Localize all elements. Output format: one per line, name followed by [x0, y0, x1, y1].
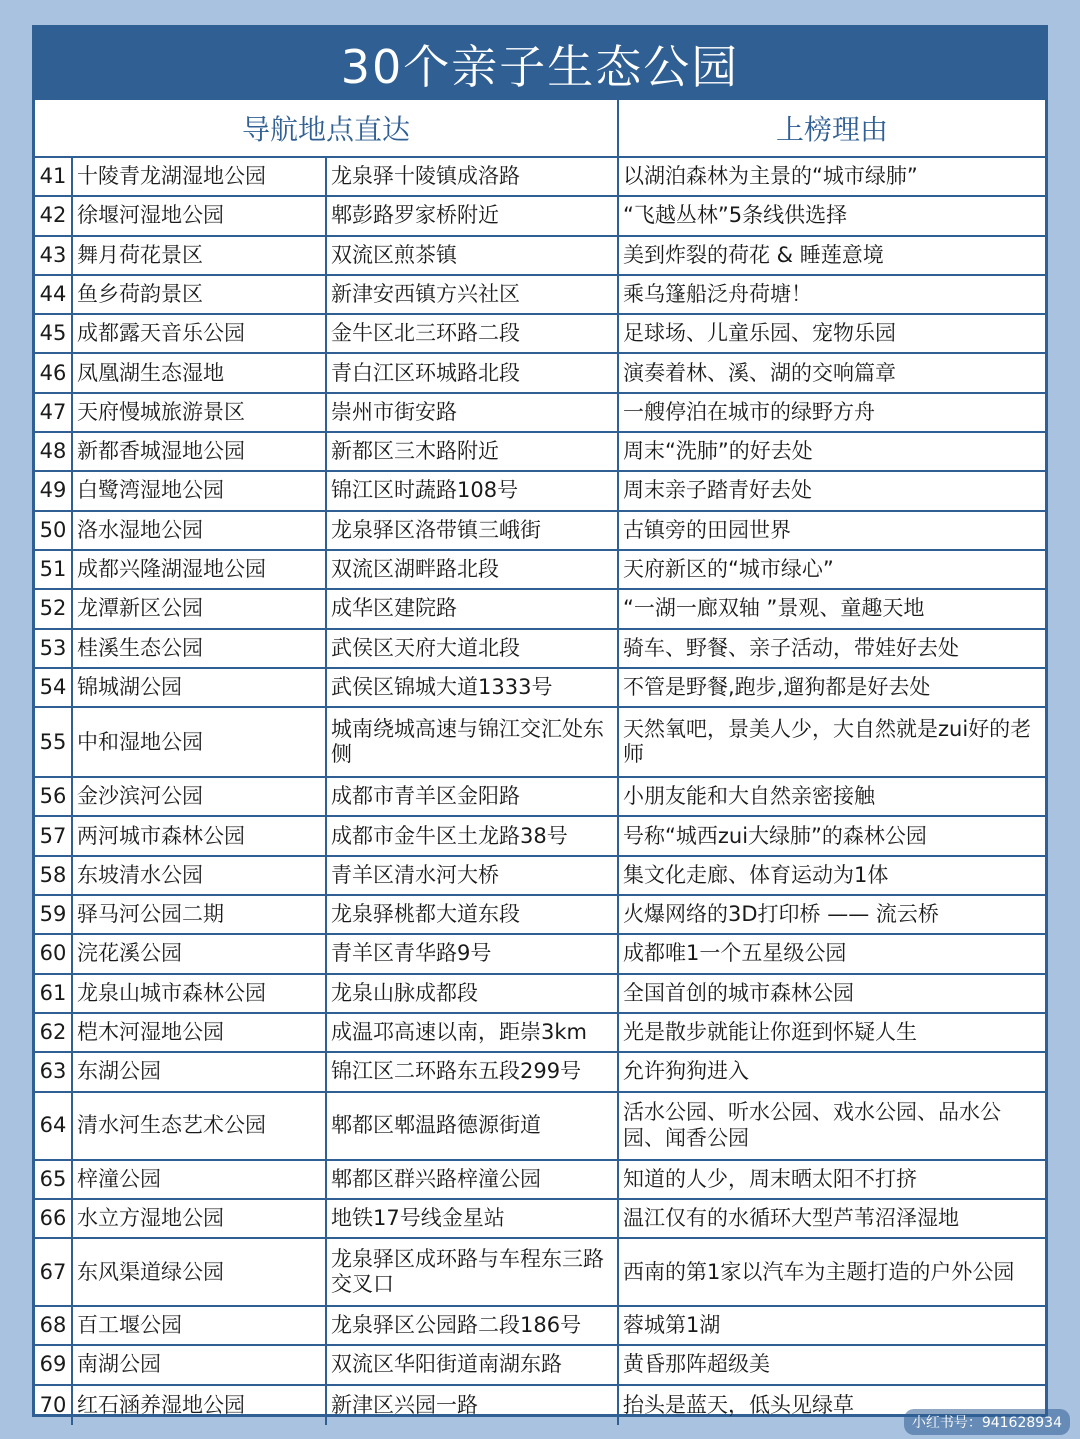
- park-name: 鱼乡荷韵景区: [73, 276, 327, 313]
- park-reason: 抬头是蓝天，低头见绿草: [623, 1392, 854, 1417]
- row-number: 58: [35, 857, 73, 894]
- park-location: 锦江区时蔬路108号: [327, 472, 619, 509]
- row-number: 51: [35, 551, 73, 588]
- table-row: [35, 1200, 1045, 1239]
- park-reason: “飞越丛林”5条线供选择: [623, 203, 848, 228]
- row-number: 53: [35, 630, 73, 667]
- park-location: 武侯区天府大道北段: [327, 630, 619, 667]
- park-name: 两河城市森林公园: [73, 817, 327, 854]
- park-reason: 以湖泊森林为主景的“城市绿肺”: [623, 164, 918, 189]
- row-number: 61: [35, 975, 73, 1012]
- row-number: 68: [35, 1307, 73, 1344]
- park-reason: 古镇旁的田园世界: [623, 517, 791, 542]
- table-row: [35, 472, 1045, 511]
- table-row: [35, 551, 1045, 590]
- park-reason: 西南的第1家以汽车为主题打造的户外公园: [623, 1259, 1015, 1284]
- park-name: 水立方湿地公园: [73, 1200, 327, 1237]
- row-number: 44: [35, 276, 73, 313]
- park-reason: 小朋友能和大自然亲密接触: [623, 784, 875, 809]
- park-location: 龙泉驿区成环路与车程东三路交叉口: [327, 1239, 619, 1305]
- table-row: [35, 158, 1045, 197]
- row-number: 45: [35, 315, 73, 352]
- table-row: [35, 590, 1045, 629]
- row-number: 60: [35, 935, 73, 972]
- table-row: [35, 975, 1045, 1014]
- park-reason: 周末“洗肺”的好去处: [623, 439, 813, 464]
- row-number: 42: [35, 197, 73, 234]
- table-header: [35, 100, 1045, 158]
- table-row: [35, 1161, 1045, 1200]
- park-reason: 天然氧吧，景美人少，大自然就是zui好的老师: [623, 716, 1032, 767]
- table-row: [35, 630, 1045, 669]
- table-row: [35, 817, 1045, 856]
- table-row: [35, 935, 1045, 974]
- row-number: 63: [35, 1053, 73, 1090]
- row-number: 69: [35, 1346, 73, 1383]
- park-reason: 骑车、野餐、亲子活动，带娃好去处: [623, 635, 959, 660]
- park-name: 桂溪生态公园: [73, 630, 327, 667]
- park-name: 金沙滨河公园: [73, 778, 327, 815]
- park-reason: 足球场、儿童乐园、宠物乐园: [623, 321, 896, 346]
- park-location: 双流区华阳街道南湖东路: [327, 1346, 619, 1383]
- park-name: 东坡清水公园: [73, 857, 327, 894]
- row-number: 41: [35, 158, 73, 195]
- park-reason: 全国首创的城市森林公园: [623, 980, 854, 1005]
- park-location: 双流区煎茶镇: [327, 237, 619, 274]
- park-location: 新津安西镇方兴社区: [327, 276, 619, 313]
- row-number: 64: [35, 1093, 73, 1159]
- row-number: 66: [35, 1200, 73, 1237]
- park-location: 青白江区环城路北段: [327, 354, 619, 391]
- park-name: 龙潭新区公园: [73, 590, 327, 627]
- table-row: [35, 778, 1045, 817]
- row-number: 49: [35, 472, 73, 509]
- park-name: 成都露天音乐公园: [73, 315, 327, 352]
- row-number: 65: [35, 1161, 73, 1198]
- park-location: 成都市青羊区金阳路: [327, 778, 619, 815]
- park-table: [35, 158, 1045, 1425]
- table-row: [35, 1014, 1045, 1053]
- park-name: 新都香城湿地公园: [73, 433, 327, 470]
- park-location: 青羊区青华路9号: [327, 935, 619, 972]
- park-reason: 黄昏那阵超级美: [623, 1352, 770, 1377]
- table-row: [35, 1093, 1045, 1161]
- park-list-card: [32, 25, 1048, 1417]
- table-row: [35, 896, 1045, 935]
- park-location: 新都区三木路附近: [327, 433, 619, 470]
- row-number: 47: [35, 394, 73, 431]
- park-location: 新津区兴园一路: [327, 1386, 619, 1425]
- park-name: 百工堰公园: [73, 1307, 327, 1344]
- park-location: 郫都区郫温路德源街道: [327, 1093, 619, 1159]
- park-name: 徐堰河湿地公园: [73, 197, 327, 234]
- table-row: [35, 354, 1045, 393]
- table-row: [35, 708, 1045, 778]
- park-location: 武侯区锦城大道1333号: [327, 669, 619, 706]
- park-location: 郫彭路罗家桥附近: [327, 197, 619, 234]
- park-location: 成华区建院路: [327, 590, 619, 627]
- park-reason: 天府新区的“城市绿心”: [623, 557, 834, 582]
- park-location: 龙泉驿区公园路二段186号: [327, 1307, 619, 1344]
- park-name: 锦城湖公园: [73, 669, 327, 706]
- park-location: 成温邛高速以南，距崇3km: [327, 1014, 619, 1051]
- park-location: 龙泉山脉成都段: [327, 975, 619, 1012]
- table-row: [35, 315, 1045, 354]
- park-reason: 乘乌篷船泛舟荷塘！: [623, 281, 812, 306]
- watermark: 小红书号：941628934: [904, 1409, 1070, 1435]
- park-name: 十陵青龙湖湿地公园: [73, 158, 327, 195]
- park-name: 梓潼公园: [73, 1161, 327, 1198]
- table-row: [35, 197, 1045, 236]
- park-name: 南湖公园: [73, 1346, 327, 1383]
- park-name: 清水河生态艺术公园: [73, 1093, 327, 1159]
- park-location: 郫都区群兴路梓潼公园: [327, 1161, 619, 1198]
- table-row: [35, 857, 1045, 896]
- park-reason: 活水公园、听水公园、戏水公园、品水公园、闻香公园: [623, 1100, 1001, 1150]
- park-location: 金牛区北三环路二段: [327, 315, 619, 352]
- park-location: 青羊区清水河大桥: [327, 857, 619, 894]
- row-number: 52: [35, 590, 73, 627]
- header-reason: 上榜理由: [775, 113, 888, 146]
- row-number: 70: [35, 1386, 73, 1425]
- park-name: 成都兴隆湖湿地公园: [73, 551, 327, 588]
- park-reason: 温江仅有的水循环大型芦苇沼泽湿地: [623, 1205, 959, 1230]
- park-name: 驿马河公园二期: [73, 896, 327, 933]
- table-row: [35, 1346, 1045, 1385]
- row-number: 43: [35, 237, 73, 274]
- park-name: 洛水湿地公园: [73, 512, 327, 549]
- park-reason: 光是散步就能让你逛到怀疑人生: [623, 1019, 917, 1044]
- park-reason: 允许狗狗进入: [623, 1059, 749, 1084]
- table-row: [35, 669, 1045, 708]
- park-name: 桤木河湿地公园: [73, 1014, 327, 1051]
- park-reason: 集文化走廊、体育运动为1体: [623, 862, 889, 887]
- park-reason: “一湖一廊双轴 ”景观、童趣天地: [623, 596, 925, 621]
- row-number: 46: [35, 354, 73, 391]
- table-row: [35, 433, 1045, 472]
- table-row: [35, 1053, 1045, 1092]
- row-number: 56: [35, 778, 73, 815]
- table-row: [35, 276, 1045, 315]
- park-reason: 演奏着林、溪、湖的交响篇章: [623, 360, 896, 385]
- park-reason: 一艘停泊在城市的绿野方舟: [623, 399, 875, 424]
- table-row: [35, 512, 1045, 551]
- park-reason: 周末亲子踏青好去处: [623, 478, 812, 503]
- row-number: 67: [35, 1239, 73, 1305]
- table-row: [35, 1386, 1045, 1425]
- park-name: 天府慢城旅游景区: [73, 394, 327, 431]
- park-name: 红石涵养湿地公园: [73, 1386, 327, 1425]
- park-reason: 号称“城西zui大绿肺”的森林公园: [623, 823, 927, 848]
- park-reason: 蓉城第1湖: [623, 1313, 721, 1338]
- park-location: 龙泉驿区洛带镇三峨街: [327, 512, 619, 549]
- park-name: 凤凰湖生态湿地: [73, 354, 327, 391]
- park-location: 城南绕城高速与锦江交汇处东侧: [327, 708, 619, 776]
- row-number: 62: [35, 1014, 73, 1051]
- park-reason: 美到炸裂的荷花 & 睡莲意境: [623, 242, 884, 267]
- park-name: 中和湿地公园: [73, 708, 327, 776]
- park-name: 龙泉山城市森林公园: [73, 975, 327, 1012]
- park-name: 浣花溪公园: [73, 935, 327, 972]
- park-name: 东湖公园: [73, 1053, 327, 1090]
- table-row: [35, 237, 1045, 276]
- park-name: 白鹭湾湿地公园: [73, 472, 327, 509]
- park-reason: 不管是野餐,跑步,遛狗都是好去处: [623, 674, 931, 699]
- park-reason: 知道的人少，周末晒太阳不打挤: [623, 1166, 917, 1191]
- park-name: 东风渠道绿公园: [73, 1239, 327, 1305]
- park-location: 龙泉驿桃都大道东段: [327, 896, 619, 933]
- park-location: 锦江区二环路东五段299号: [327, 1053, 619, 1090]
- table-row: [35, 1239, 1045, 1307]
- park-location: 双流区湖畔路北段: [327, 551, 619, 588]
- park-location: 地铁17号线金星站: [327, 1200, 619, 1237]
- row-number: 50: [35, 512, 73, 549]
- table-row: [35, 394, 1045, 433]
- park-reason: 火爆网络的3D打印桥 —— 流云桥: [623, 902, 939, 927]
- header-location: 导航地点直达: [35, 100, 619, 156]
- row-number: 57: [35, 817, 73, 854]
- row-number: 54: [35, 669, 73, 706]
- row-number: 55: [35, 708, 73, 776]
- park-location: 崇州市街安路: [327, 394, 619, 431]
- park-location: 成都市金牛区土龙路38号: [327, 817, 619, 854]
- row-number: 48: [35, 433, 73, 470]
- park-reason: 成都唯1一个五星级公园: [623, 941, 847, 966]
- row-number: 59: [35, 896, 73, 933]
- page-title: 30个亲子生态公园: [35, 28, 1045, 100]
- table-row: [35, 1307, 1045, 1346]
- park-name: 舞月荷花景区: [73, 237, 327, 274]
- park-location: 龙泉驿十陵镇成洛路: [327, 158, 619, 195]
